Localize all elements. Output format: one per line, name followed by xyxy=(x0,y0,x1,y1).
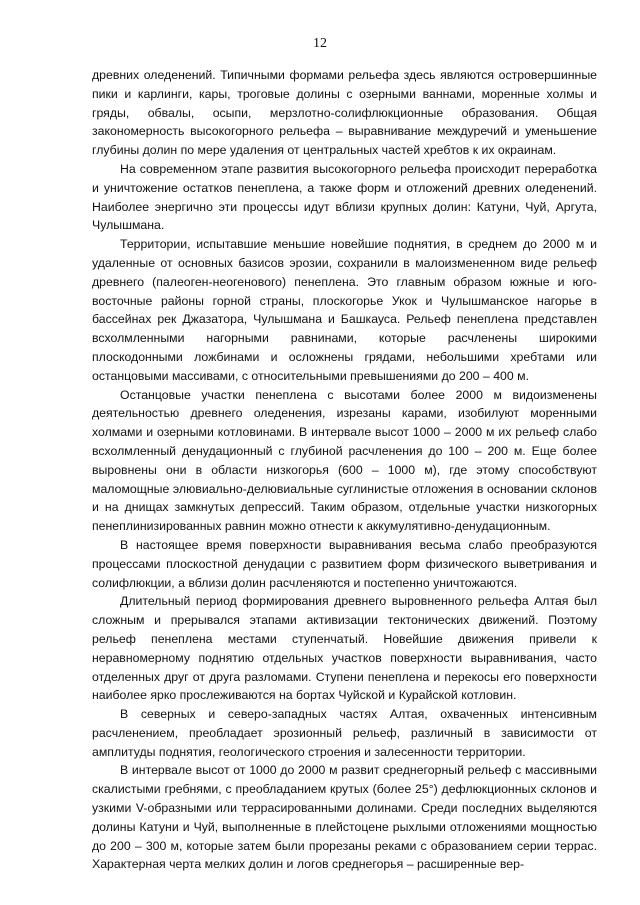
page-number: 12 xyxy=(313,36,327,51)
paragraph-4: Останцовые участки пенеплена с высотами более 2000 м видоизменены деятельностью древнего оледенения, изрезаны карами, изобилуют моренными холмами и озерными котловинами. В интервале высот 1000 – 2000 м их рельеф слабо всхолмленный денудационный с глубиной расчленения до 100 – 200 м. Еще более выровнены они в области низкогорья (600 – 1000 м), где этому способствуют маломощные элювиально-делювиальные суглинистые отложения в основании склонов и на днищах замкнутых депрессий. Таким образом, отдельные участки низкогорных пенеплинизированных равнин можно отнести к аккумулятивно-денудационным. xyxy=(92,387,597,534)
paragraph-2: На современном этапе развития высокогорного рельефа происходит переработка и уничтожение остатков пенеплена, а также форм и отложений древних оледенений. Наиболее энергично эти процессы идут вблизи крупных долин: Катуни, Чуй, Аргута, Чулышмана. xyxy=(92,161,597,233)
paragraph-6: Длительный период формирования древнего выровненного рельефа Алтая был сложным и прерывался этапами активизации тектонических движений. Поэтому рельеф пенеплена местами ступенчатый. Новейшие движения привели к неравномерному поднятию отдельных участков поверхности выравнивания, часто отделенных друг от друга разломами. Ступени пенеплена и перекосы его поверхности наиболее ярко прослеживаются на бортах Чуйской и Курайской котловин. xyxy=(92,594,597,703)
paragraph-3: Территории, испытавшие меньшие новейшие поднятия, в среднем до 2000 м и удаленные от основных базисов эрозии, сохранили в малоизмененном виде рельеф древнего (палеоген-неогенового) пенеплена. Это главным образом южные и юго-восточные районы горной страны, плоскогорье Укок и Чулышманское нагорье в бассейнах рек Джазатора, Чулышмана и Башкауса. Рельеф пенеплена представлен всхолмленными нагорными равнинами, которые расчленены широкими плоскодонными ложбинами и осложнены грядами, небольшими хребтами или останцовыми массивами, с относительными превышениями до 200 – 400 м. xyxy=(92,237,597,383)
paragraph-5: В настоящее время поверхности выравнивания весьма слабо преобразуются процессами плоскостной денудации с развитием форм физического выветривания и солифлюкции, а вблизи долин расчленяются и постепенно уничтожаются. xyxy=(92,537,597,590)
document-text-body xyxy=(92,66,597,874)
paragraph-8: В интервале высот от 1000 до 2000 м развит среднегорный рельеф с массивными скалистыми гребнями, с преобладанием крутых (более 25°) дефлюкционных склонов и узкими V-образными или террасированными долинами. Среди последних выделяются долины Катуни и Чуй, выполненные в плейстоцене рыхлыми отложениями мощностью до 200 – 300 м, которые затем были прорезаны реками с образованием серии террас. Характерная черта мелких долин и логов среднегорья – расширенные вер- xyxy=(92,763,597,872)
paragraph-7: В северных и северо-западных частях Алтая, охваченных интенсивным расчленением, преобладает эрозионный рельеф, различный в зависимости от амплитуды поднятия, геологического строения и залесенности территории. xyxy=(92,707,597,759)
paragraph-1: древних оледенений. Типичными формами рельефа здесь являются островершинные пики и карлинги, кары, троговые долины с озерными ваннами, моренные холмы и гряды, обвалы, осыпи, мерзлотно-солифлюкционные образования. Общая закономерность высокогорного рельефа – выравнивание междуречий и уменьшение глубины долин по мере удаления от центральных частей хребтов к их окраинам. xyxy=(92,68,597,158)
